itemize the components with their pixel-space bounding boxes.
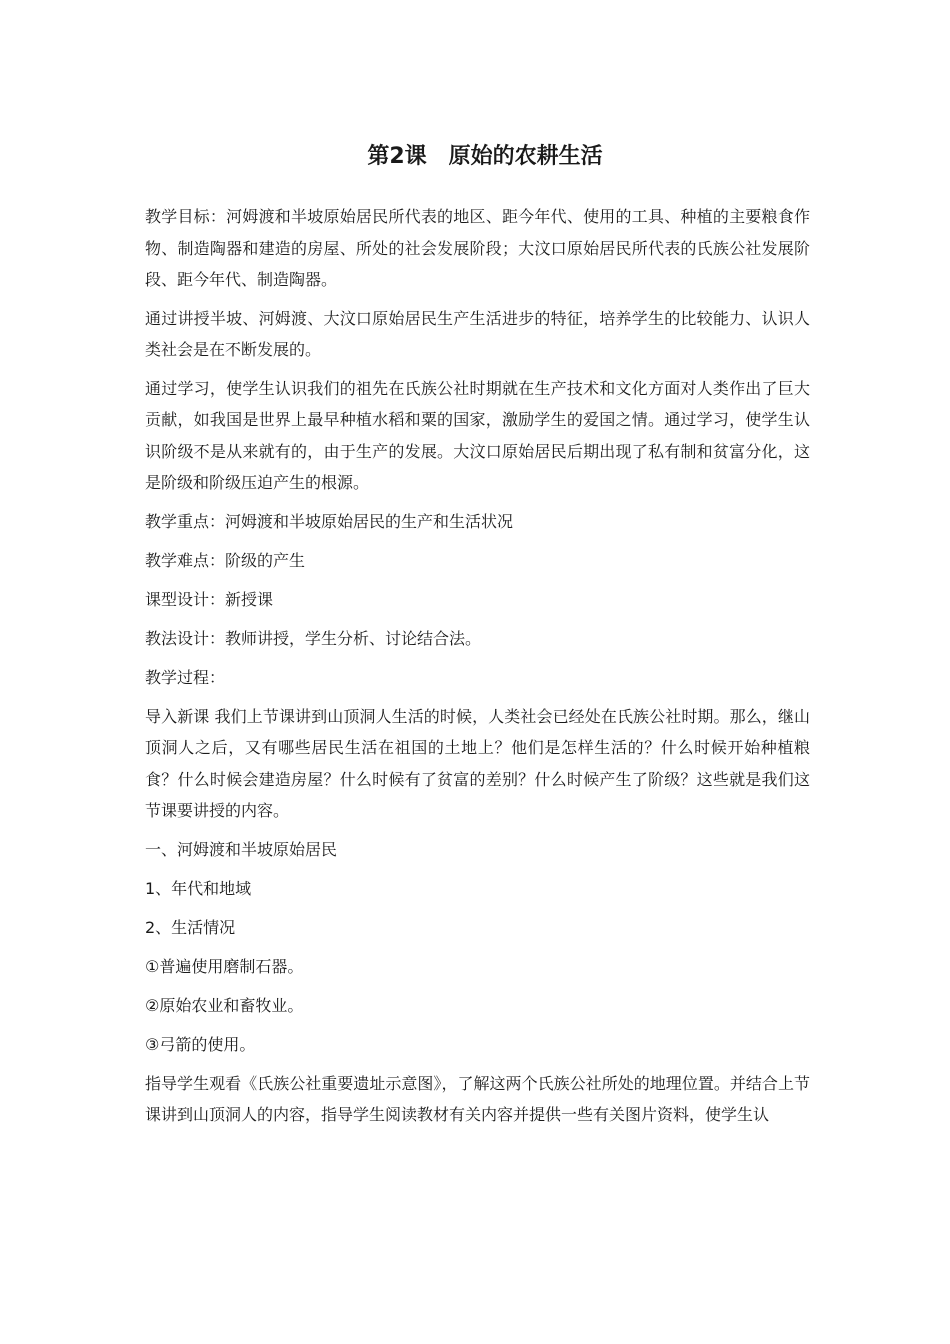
paragraph-introduction: 导入新课 我们上节课讲到山顶洞人生活的时候，人类社会已经处在氏族公社时期。那么，继山顶洞人之后，又有哪些居民生活在祖国的土地上？他们是怎样生活的？什么时候开始种植粮食？什么时候会建造房屋？什么时候有了贫富的差别？什么时候产生了阶级？这些就是我们这节课要讲授的内容。 <box>145 706 810 820</box>
paragraph-ability-goal: 通过讲授半坡、河姆渡、大汶口原始居民生产生活进步的特征，培养学生的比较能力、认识人类社会是在不断发展的。 <box>145 308 810 359</box>
section-heading-1: 一、河姆渡和半坡原始居民 <box>145 839 338 859</box>
list-item-2-c: ③弓箭的使用。 <box>145 1034 256 1054</box>
paragraph-key-points: 教学重点：河姆渡和半坡原始居民的生产和生活状况 <box>145 511 514 531</box>
paragraph-values-goal: 通过学习，使学生认识我们的祖先在氏族公社时期就在生产技术和文化方面对人类作出了巨大贡献，如我国是世界上最早种植水稻和粟的国家，激励学生的爱国之情。通过学习，使学生认识阶级不是从来就有的，由于生产的发展。大汶口原始居民后期出现了私有制和贫富分化，这是阶级和阶级压迫产生的根源。 <box>145 378 810 492</box>
document-title: 第2课 原始的农耕生活 <box>367 144 603 169</box>
list-item-2-a: ①普遍使用磨制石器。 <box>145 956 304 976</box>
paragraph-process-heading: 教学过程： <box>145 667 226 687</box>
paragraph-objectives: 教学目标：河姆渡和半坡原始居民所代表的地区、距今年代、使用的工具、种植的主要粮食作物、制造陶器和建造的房屋、所处的社会发展阶段；大汶口原始居民所代表的氏族公社发展阶段、距今年代、制造陶器。 <box>145 207 810 289</box>
paragraph-lesson-type: 课型设计：新授课 <box>145 589 274 609</box>
paragraph-difficulties: 教学难点：阶级的产生 <box>145 550 306 570</box>
list-item-1: 1、年代和地域 <box>145 878 252 898</box>
paragraph-method: 教法设计：教师讲授，学生分析、讨论结合法。 <box>145 628 482 648</box>
document-body <box>145 201 810 1138</box>
paragraph-guidance: 指导学生观看《氏族公社重要遗址示意图》，了解这两个氏族公社所处的地理位置。并结合上节课讲到山顶洞人的内容，指导学生阅读教材有关内容并提供一些有关图片资料，使学生认 <box>145 1073 810 1124</box>
list-item-2: 2、生活情况 <box>145 917 236 937</box>
list-item-2-b: ②原始农业和畜牧业。 <box>145 995 304 1015</box>
